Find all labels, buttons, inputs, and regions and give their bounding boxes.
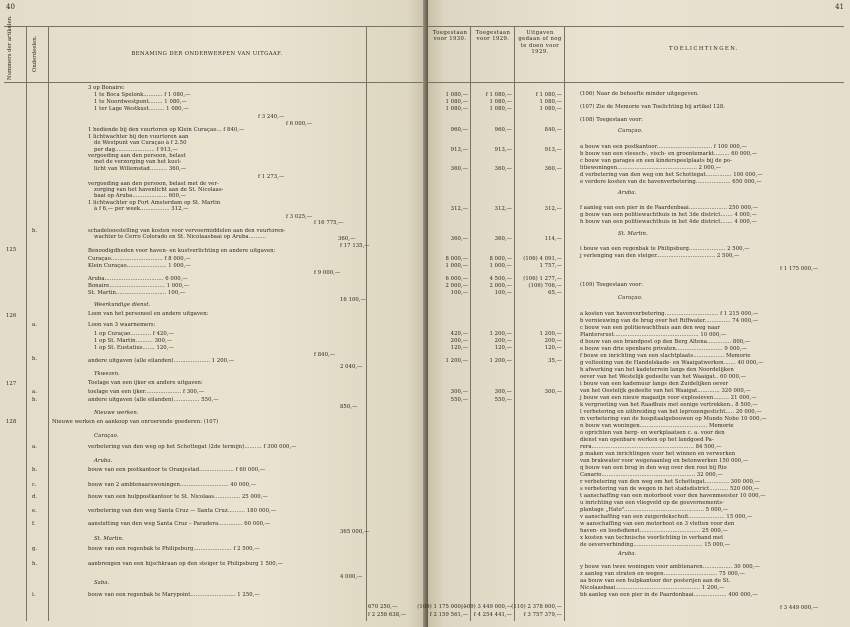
sub-letter: a. bbox=[32, 389, 37, 395]
text-line: Bonaire................................ 1 000,— bbox=[88, 283, 190, 289]
value-uitgaven: f 1 080,— bbox=[535, 92, 562, 98]
value-1929: 360,— bbox=[494, 166, 512, 172]
value-1930: 1 080,— bbox=[445, 99, 468, 105]
text-line: Toelage van een ijker en andere uitgaven: bbox=[88, 380, 203, 386]
value-1930: 120,— bbox=[450, 345, 468, 351]
value-1929: 550,— bbox=[494, 397, 512, 403]
text-line: Loon van 3 waarnemers: bbox=[88, 322, 156, 328]
text-line: 1 te Boca Spelonk........... f 1 080,— bbox=[94, 92, 191, 98]
note-line: Nicolaasbaai................................................. 1 200,— bbox=[580, 585, 725, 591]
note-line: van het Oostelijk gedeelte van het Waaigat............. 320 000,— bbox=[580, 388, 751, 394]
value-uitgaven: 65,— bbox=[548, 290, 562, 296]
header-1930: Toegestaan voor 1930. bbox=[432, 30, 468, 43]
note-line: f aanleg van een pier in de Paardenbaai...................... 250 000,— bbox=[580, 205, 758, 211]
sub-letter: h. bbox=[32, 561, 38, 567]
value-1930: (109) 1 175 000,— bbox=[417, 604, 468, 610]
value-1929: 4 500,— bbox=[489, 276, 512, 282]
text-line: bouw van een regenbak te Marypoint.......................... 1 250,— bbox=[88, 592, 260, 598]
value-uitgaven: 840,— bbox=[544, 127, 562, 133]
note-line: plantage „Hato".............................................. 5 000,— bbox=[580, 507, 729, 513]
value-1930: 300,— bbox=[450, 389, 468, 395]
note-line: t aanschaffing van een motorboot voor den havenmeester 10 000,— bbox=[580, 493, 766, 499]
value-uitgaven: 1 080,— bbox=[539, 99, 562, 105]
section-heading: Nieuwe werken. bbox=[94, 410, 139, 416]
text-line: vergoeding aan den persoon, belast bbox=[88, 153, 186, 159]
note-line: k vergrooting van het Raadhuis met eenige vertrekken.. 8 500,— bbox=[580, 402, 758, 408]
article-number: 128 bbox=[6, 419, 17, 425]
value-1930: 420,— bbox=[450, 331, 468, 337]
text-line: 16 100,— bbox=[340, 297, 366, 303]
value-uitgaven: 114,— bbox=[544, 236, 562, 242]
text-line: 850,— bbox=[340, 404, 358, 410]
value-1929: 300,— bbox=[494, 389, 512, 395]
value-1929: 913,— bbox=[494, 147, 512, 153]
note-line: l verbetering en uitbreiding van het leprozengesticht..... 20 000,— bbox=[580, 409, 762, 415]
note-line: d bouw van een brandpost op den Berg Altena.............. 800,— bbox=[580, 339, 751, 345]
value-1929: f 1 080,— bbox=[485, 92, 512, 98]
value-1929: 1 080,— bbox=[489, 106, 512, 112]
note-line: g voltooiing van de Handelskade- en Waaigatwerken....... 40 000,— bbox=[580, 360, 764, 366]
text-line: 1 te Noordwestpunt........ 1 080,— bbox=[94, 99, 187, 105]
value-uitgaven: (106) 1 277,— bbox=[523, 276, 562, 282]
section-heading: Ykwezen. bbox=[94, 371, 120, 377]
value-1930: 1 200,— bbox=[445, 358, 468, 364]
text-line: Aruba.................................. 6 000,— bbox=[88, 276, 188, 282]
text-line: bouw van een postkantoor te Oranjestad.................... f 60 000,— bbox=[88, 467, 266, 473]
text-line: Benoodigdheden voor haven- en kustverlichting en andere uitgaven: bbox=[88, 248, 276, 254]
note-line: v aanschaffing van een zuigerdekschuit..................... 15 000,— bbox=[580, 514, 753, 520]
section-heading: Weerkundige dienst. bbox=[94, 302, 151, 308]
text-line: f 17 135,— bbox=[340, 243, 370, 249]
page-number: 41 bbox=[835, 3, 844, 11]
text-line: 360,— bbox=[338, 236, 356, 242]
value-1929: 1 000,— bbox=[489, 263, 512, 269]
text-line: 1 op Curaçao............ f 420,— bbox=[94, 331, 174, 337]
value-1929: 1 200,— bbox=[489, 331, 512, 337]
value-1930: 200,— bbox=[450, 338, 468, 344]
note-line: j bouw van een nieuw magazijn voor explosieven......... 21 000,— bbox=[580, 395, 757, 401]
text-line: wachter te Cerro Colorado en St. Nicolaasbaai op Aruba.......... bbox=[94, 234, 266, 240]
sub-letter: d. bbox=[32, 494, 38, 500]
value-1930: 2 000,— bbox=[445, 283, 468, 289]
note-line: bb aanleg van een pier in de Paardenbaai................... 400 000,— bbox=[580, 592, 758, 598]
column-rule bbox=[514, 26, 515, 621]
note-line: n bouw van woningen....................................... Memorie bbox=[580, 423, 734, 429]
text-line: licht van Willemstad.......... 360,— bbox=[94, 166, 187, 172]
value-1930: 360,— bbox=[450, 236, 468, 242]
note-line: h bouw van een politiewachthuis in het 4de district....... 4 000,— bbox=[580, 219, 757, 225]
text-line: f 1 273,— bbox=[258, 174, 285, 180]
value-uitgaven: 200,— bbox=[544, 338, 562, 344]
note-line: (108) Toegestaan voor: bbox=[580, 117, 643, 123]
text-line: bouw van een hulppostkantoor te St. Nicolaas............... 25 000,— bbox=[88, 494, 268, 500]
value-uitgaven: 312,— bbox=[544, 206, 562, 212]
sub-letter: c. bbox=[32, 482, 37, 488]
text-line: 1 ter Lage Westkust......... 1 080,— bbox=[94, 106, 189, 112]
value-1929: 1 200,— bbox=[489, 358, 512, 364]
note-line: a bouw van een postkantoor................................ f 100 000,— bbox=[580, 144, 747, 150]
note-line: e verdere kosten van de havenverbetering.................... 650 000,— bbox=[580, 179, 762, 185]
note-heading: Aruba. bbox=[618, 190, 637, 196]
sub-letter: g. bbox=[32, 546, 38, 552]
note-line: b bouw van een vleesch-, visch- en groentemarkt......... 60 000,— bbox=[580, 151, 758, 157]
sub-letter: b. bbox=[32, 397, 38, 403]
note-line: u inrichting van een vliegveld op de gouvernements- bbox=[580, 500, 724, 506]
section-heading: St. Martin. bbox=[94, 536, 124, 542]
text-line: andere uitgaven (alle eilanden)............... 550,— bbox=[88, 397, 219, 403]
note-line: z aanleg van straten en wegen............................... 75 000,— bbox=[580, 571, 745, 577]
value-1929: 200,— bbox=[494, 338, 512, 344]
text-line: Curaçao.............................. f 8 000,— bbox=[88, 256, 191, 262]
text-line: met de verzorging van het kust- bbox=[94, 159, 182, 165]
header-description: BENAMING DER ONDERWERPEN VAN UITGAAF. bbox=[131, 51, 283, 57]
text-line: St. Martin............................. 100,— bbox=[88, 290, 186, 296]
value-uitgaven: 35,— bbox=[548, 358, 562, 364]
column-rule bbox=[26, 26, 27, 621]
value-uitgaven: (110) 2 378 600,— bbox=[511, 604, 562, 610]
note-line: de oeververbinding........................................ 15 000,— bbox=[580, 542, 731, 548]
value-1929: (109) 3 449 000,— bbox=[461, 604, 512, 610]
note-line: b vernieuwing van de brug over het Riffwater............... 74 000,— bbox=[580, 318, 759, 324]
text-line: bouw van 2 ambtenaarswoningen............................ 40 000,— bbox=[88, 482, 257, 488]
note-heading: Curaçao. bbox=[618, 128, 643, 134]
text-line: vergoeding aan den persoon, belast met de ver- bbox=[88, 181, 219, 187]
note-line: q bouw van een brug in den weg over den rooi bij Rio bbox=[580, 465, 727, 471]
note-line: litiewoningen.............................................. 2 000,— bbox=[580, 165, 722, 171]
value-1929: 100,— bbox=[494, 290, 512, 296]
note-line: j verlenging van den steiger.................................. 2 500,— bbox=[580, 253, 740, 259]
article-number: 126 bbox=[6, 313, 17, 319]
note-line: (109) Toegestaan voor: bbox=[580, 282, 643, 288]
text-line: verbetering van den weg op het Schottegat (2de termijn).......... f 300 000,— bbox=[88, 444, 297, 450]
note-line: c bouw van garages en een kinderspeelplaats bij de po- bbox=[580, 158, 732, 164]
value-uitgaven: (106) 706,— bbox=[528, 283, 562, 289]
note-line: haven- en loodsdienst................................... 25 000,— bbox=[580, 528, 728, 534]
header-toelichtingen: TOELICHTINGEN. bbox=[669, 46, 739, 52]
text-line: bouw van een regenbak te Philipsburg...................... f 2 500,— bbox=[88, 546, 260, 552]
sub-letter: f. bbox=[32, 521, 36, 527]
note-line: e bouw van drie openbare privaten........................... 9 000,— bbox=[580, 346, 747, 352]
header-articles: Nummers der artikelen. bbox=[7, 15, 13, 80]
text-line: Klein Curaçao....................... 1 000,— bbox=[88, 263, 191, 269]
value-1930: 100,— bbox=[450, 290, 468, 296]
value-uitgaven: 913,— bbox=[544, 147, 562, 153]
note-line: van brakwater voor wegenaanleg en betonwerken 150 000,— bbox=[580, 458, 749, 464]
value-1930: 1 000,— bbox=[445, 263, 468, 269]
text-line: 1 op St. Martin.......... 300,— bbox=[94, 338, 172, 344]
note-line: d verbetering van den weg om het Schottegat............... 100 000,— bbox=[580, 172, 763, 178]
value-1930: 1 080,— bbox=[445, 92, 468, 98]
note-line: Plantersrust................................................. 10 000,— bbox=[580, 332, 727, 338]
value-1929: 312,— bbox=[494, 206, 512, 212]
note-line: dienst van openbare werken op het landgoed Pa- bbox=[580, 437, 714, 443]
note-line: a kosten van havenverbetering............................... f 1 215 000,— bbox=[580, 311, 759, 317]
note-line: m verbetering van de hospitaalgebouwen op Mundo Nobo 10 000,— bbox=[580, 416, 767, 422]
section-heading: Aruba. bbox=[94, 458, 113, 464]
text-line: zorging van het havenlicht aan de St. Nicolaas- bbox=[94, 187, 224, 193]
text-line: 670 250,— bbox=[368, 604, 398, 610]
note-line: r verbetering van den weg om het Schottegat.............. 300 000,— bbox=[580, 479, 760, 485]
note-heading: Aruba. bbox=[618, 551, 637, 557]
text-line: f 16 775,— bbox=[314, 220, 344, 226]
text-line: verbetering van den weg Santa Cruz — Santa Cruz.......... 180 000,— bbox=[88, 508, 277, 514]
note-total: f 3 449 000,— bbox=[780, 605, 819, 611]
note-line: h afwerking van het kadeterrein langs den Noordelijken bbox=[580, 367, 734, 373]
total-uitgaven: f 3 757 379,— bbox=[523, 612, 562, 618]
text-line: schadeloosstelling van kosten voor vervoermiddelen aan den vuurtoren- bbox=[88, 228, 286, 234]
text-line: à f 6,— per week................. 312,— bbox=[94, 206, 189, 212]
total-1929: f 4 254 441,— bbox=[473, 612, 512, 618]
value-1930: 360,— bbox=[450, 166, 468, 172]
column-rule bbox=[470, 26, 471, 621]
value-1930: 8 000,— bbox=[445, 256, 468, 262]
text-line: 1 lichtwachter op Fort Amsterdam op St. Martin bbox=[88, 200, 221, 206]
note-line: i bouw van een regenbak te Philipsburg..................... 2 500,— bbox=[580, 246, 750, 252]
value-1929: 360,— bbox=[494, 236, 512, 242]
note-heading: Curaçao. bbox=[618, 295, 643, 301]
value-uitgaven: 120,— bbox=[544, 345, 562, 351]
total-line: f 2 258 638,— bbox=[368, 612, 407, 618]
note-line: p maken van inrichtingen voor het winnen en verwerken bbox=[580, 451, 736, 457]
note-line: aa bouw van een hulpkantoor der posterijen aan de St. bbox=[580, 578, 731, 584]
header-rule-bottom bbox=[4, 82, 426, 83]
text-line: Loon van het personeel en andere uitgaven: bbox=[88, 311, 209, 317]
value-1930: 6 000,— bbox=[445, 276, 468, 282]
page-number: 40 bbox=[6, 3, 15, 11]
note-line: o oprichten van berg- en werkplaatsen c. a. voor den bbox=[580, 430, 725, 436]
value-1929: 1 080,— bbox=[489, 99, 512, 105]
note-line: w aanschaffing van een motorboot en 3 vletten voor den bbox=[580, 521, 735, 527]
text-line: per dag....................... f 913,— bbox=[94, 147, 178, 153]
sub-letter: i. bbox=[32, 592, 36, 598]
text-line: 1 lichtwachter bij den vuurtoren aan bbox=[88, 134, 189, 140]
text-line: 1 bediende bij den vuurtoren op Klein Curaçao... f 840,— bbox=[88, 127, 245, 133]
value-uitgaven: 300,— bbox=[544, 389, 562, 395]
note-line: rera........................................................... 84 500,— bbox=[580, 444, 722, 450]
sub-letter: e. bbox=[32, 508, 37, 514]
value-1929: 120,— bbox=[494, 345, 512, 351]
right-page bbox=[417, 0, 850, 627]
note-heading: St. Martin. bbox=[618, 231, 648, 237]
text-line: andere uitgaven (alle eilanden)..................... 1 200,— bbox=[88, 358, 235, 364]
section-heading: Curaçao. bbox=[94, 433, 119, 439]
value-1930: 1 080,— bbox=[445, 106, 468, 112]
note-line: y bouw van twee woningen voor ambtenaren................. 30 000,— bbox=[580, 564, 760, 570]
text-line: aanbrengen van een hijschkraan op den steiger te Philipsburg 1 500,— bbox=[88, 561, 283, 567]
article-number: 125 bbox=[6, 247, 17, 253]
note-total: f 1 175 000,— bbox=[780, 266, 819, 272]
value-1930: 960,— bbox=[450, 127, 468, 133]
text-line: Nieuwe werken en aankoop van onroerende goederen: (107) bbox=[52, 419, 219, 425]
note-line: (107) Zie de Memorie van Toelichting bij artikel 128. bbox=[580, 104, 725, 110]
text-line: toelage van een ijker..................... f 300,— bbox=[88, 389, 205, 395]
text-line: f 3 025,— bbox=[286, 214, 313, 220]
text-line: aanslutting van den weg Santa Cruz – Paradera.............. 60 000,— bbox=[88, 521, 271, 527]
header-sub: Onderdeelen. bbox=[32, 35, 38, 72]
text-line: 3 op Bonaire: bbox=[88, 85, 125, 91]
header-1929: Toegestaan voor 1929. bbox=[475, 30, 511, 43]
value-uitgaven: 360,— bbox=[544, 166, 562, 172]
sub-letter: b. bbox=[32, 356, 38, 362]
text-line: 365 000,— bbox=[340, 529, 370, 535]
column-rule bbox=[48, 26, 49, 621]
text-line: 1 op St. Eustatius....... 120,— bbox=[94, 345, 174, 351]
text-line: f 3 240,— bbox=[258, 114, 285, 120]
section-heading: Saba. bbox=[94, 580, 110, 586]
text-line: f 6 000,— bbox=[286, 121, 313, 127]
header-rule-top bbox=[428, 26, 844, 27]
value-uitgaven: 1 200,— bbox=[539, 331, 562, 337]
total-1930: f 2 159 561,— bbox=[429, 612, 468, 618]
sub-letter: a. bbox=[32, 322, 37, 328]
article-number: 127 bbox=[6, 381, 17, 387]
note-line: (106) Naar de behoefte minder uitgegeven. bbox=[580, 91, 699, 97]
header-rule-top bbox=[4, 26, 426, 27]
value-uitgaven: 1 080,— bbox=[539, 106, 562, 112]
note-line: oever van het Westelijk gedeelte van het Waaigat.. 60 000,— bbox=[580, 374, 746, 380]
column-rule bbox=[564, 26, 565, 621]
text-line: de Westpunt van Curaçao à f 2.50 bbox=[94, 140, 187, 146]
value-1929: 8 000,— bbox=[489, 256, 512, 262]
text-line: f 840,— bbox=[314, 352, 336, 358]
text-line: f 9 000,— bbox=[314, 270, 341, 276]
header-uitgaven: Uitgaven gedaan of nog te doen voor 1929. bbox=[518, 30, 562, 56]
text-line: 2 040,— bbox=[340, 364, 363, 370]
text-line: 4 000,— bbox=[340, 574, 363, 580]
value-uitgaven: 1 757,— bbox=[539, 263, 562, 269]
text-line: baai op Aruba.................... 600,— bbox=[94, 193, 187, 199]
sub-letter: b. bbox=[32, 467, 38, 473]
value-uitgaven: (106) 4 091,— bbox=[523, 256, 562, 262]
note-line: c bouw van een politiewachthuis aan den weg naar bbox=[580, 325, 720, 331]
note-line: x kosten van technische voorlichting in verband met bbox=[580, 535, 724, 541]
note-line: s verbetering van de wegen in het stadsdistrict........... 520 000,— bbox=[580, 486, 760, 492]
value-1930: 550,— bbox=[450, 397, 468, 403]
note-line: g bouw van een politiewachthuis in het 3de district....... 4 000,— bbox=[580, 212, 757, 218]
header-rule-bottom bbox=[428, 82, 844, 83]
note-line: i bouw van een kademuur langs den Zuidelijken oever bbox=[580, 381, 729, 387]
value-1929: 2 000,— bbox=[489, 283, 512, 289]
value-1930: 913,— bbox=[450, 147, 468, 153]
value-1929: 960,— bbox=[494, 127, 512, 133]
note-line: f bouw en inrichting van een slachtplaats.................. Memorie bbox=[580, 353, 751, 359]
note-line: Canario...................................................... 32 000,— bbox=[580, 472, 723, 478]
sub-letter: b. bbox=[32, 228, 38, 234]
sub-letter: a. bbox=[32, 444, 37, 450]
value-1930: 312,— bbox=[450, 206, 468, 212]
